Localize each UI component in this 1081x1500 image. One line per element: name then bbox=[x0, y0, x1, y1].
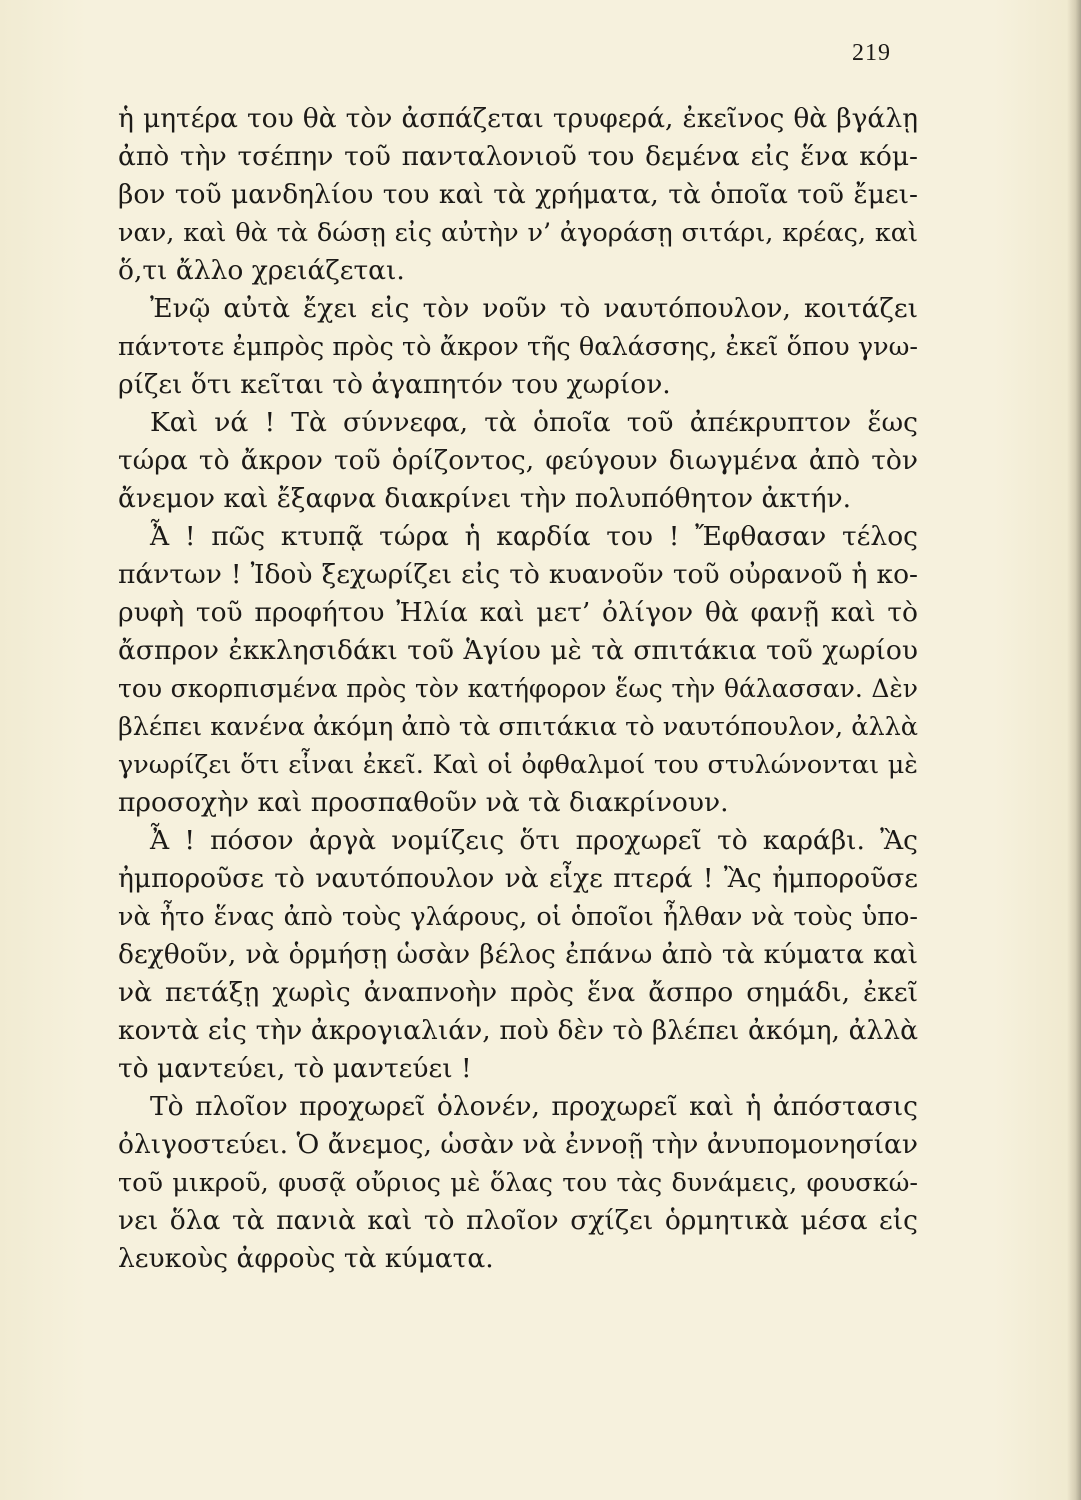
text-line: τώρα τὸ ἄκρον τοῦ ὁρίζοντος, φεύγουν διωγμένα ἀπὸ τὸν bbox=[118, 445, 918, 476]
page-number: 219 bbox=[852, 40, 891, 66]
body-text bbox=[118, 100, 918, 1278]
text-line: Ἆ ! πῶς κτυπᾷ τώρα ἡ καρδία του ! Ἔφθασαν τέλος bbox=[150, 521, 918, 552]
text-line: Ἐνῷ αὐτὰ ἔχει εἰς τὸν νοῦν τὸ ναυτόπουλον, κοιτάζει bbox=[150, 293, 918, 324]
text-line: ὅ,τι ἄλλο χρειάζεται. bbox=[118, 255, 405, 286]
text-line: λευκοὺς ἀφροὺς τὰ κύματα. bbox=[118, 1243, 494, 1274]
text-line: κοντὰ εἰς τὴν ἀκρογιαλιάν, ποὺ δὲν τὸ βλέπει ἀκόμη, ἀλλὰ bbox=[118, 1015, 918, 1046]
text-line: νει ὅλα τὰ πανιὰ καὶ τὸ πλοῖον σχίζει ὁρμητικὰ μέσα εἰς bbox=[118, 1205, 918, 1236]
text-line: ὀλιγοστεύει. Ὁ ἄνεμος, ὡσὰν νὰ ἐννοῇ τὴν ἀνυπομονησίαν bbox=[118, 1129, 918, 1160]
text-line: τὸ μαντεύει, τὸ μαντεύει ! bbox=[118, 1053, 472, 1084]
text-line: πάντων ! Ἰδοὺ ξεχωρίζει εἰς τὸ κυανοῦν τοῦ οὐρανοῦ ἡ κο- bbox=[118, 559, 918, 590]
text-line: ναν, καὶ θὰ τὰ δώσῃ εἰς αὐτὴν ν’ ἀγοράσῃ σιτάρι, κρέας, καὶ bbox=[118, 218, 918, 248]
text-line: ἡ μητέρα του θὰ τὸν ἀσπάζεται τρυφερά, ἐκεῖνος θὰ βγάλῃ bbox=[118, 103, 918, 134]
page-edge-shadow bbox=[1067, 0, 1081, 1500]
text-line: ἄσπρον ἐκκλησιδάκι τοῦ Ἁγίου μὲ τὰ σπιτάκια τοῦ χωρίου bbox=[118, 635, 918, 666]
text-line: ἀπὸ τὴν τσέπην τοῦ πανταλονιοῦ του δεμένα εἰς ἕνα κόμ- bbox=[118, 141, 918, 172]
text-line: ἠμποροῦσε τὸ ναυτόπουλον νὰ εἶχε πτερά ! Ἂς ἠμποροῦσε bbox=[118, 863, 918, 894]
text-line: τοῦ μικροῦ, φυσᾷ οὔριος μὲ ὅλας του τὰς δυνάμεις, φουσκώ- bbox=[118, 1168, 918, 1198]
text-line: νὰ ἦτο ἕνας ἀπὸ τοὺς γλάρους, οἱ ὁποῖοι ἦλθαν νὰ τοὺς ὑπο- bbox=[118, 902, 918, 932]
text-line: ἄνεμον καὶ ἔξαφνα διακρίνει τὴν πολυπόθητον ἀκτήν. bbox=[118, 483, 852, 514]
text-line: Τὸ πλοῖον προχωρεῖ ὁλονέν, προχωρεῖ καὶ ἡ ἀπόστασις bbox=[150, 1091, 918, 1122]
text-line: ρυφὴ τοῦ προφήτου Ἠλία καὶ μετ’ ὀλίγον θὰ φανῇ καὶ τὸ bbox=[118, 597, 918, 628]
text-line: προσοχὴν καὶ προσπαθοῦν νὰ τὰ διακρίνουν. bbox=[118, 787, 729, 818]
text-line: του σκορπισμένα πρὸς τὸν κατήφορον ἕως τὴν θάλασσαν. Δὲν bbox=[118, 674, 918, 703]
text-line: νὰ πετάξῃ χωρὶς ἀναπνοὴν πρὸς ἕνα ἄσπρο σημάδι, ἐκεῖ bbox=[118, 977, 918, 1008]
text-line: βλέπει κανένα ἀκόμη ἀπὸ τὰ σπιτάκια τὸ ναυτόπουλον, ἀλλὰ bbox=[118, 712, 918, 742]
text-line: ρίζει ὅτι κεῖται τὸ ἀγαπητόν του χωρίον. bbox=[118, 369, 671, 400]
text-line: Καὶ νά ! Τὰ σύννεφα, τὰ ὁποῖα τοῦ ἀπέκρυπτον ἕως bbox=[150, 407, 918, 438]
text-line: πάντοτε ἐμπρὸς πρὸς τὸ ἄκρον τῆς θαλάσσης, ἐκεῖ ὅπου γνω- bbox=[118, 332, 918, 362]
text-line: γνωρίζει ὅτι εἶναι ἐκεῖ. Καὶ οἱ ὀφθαλμοί του στυλώνονται μὲ bbox=[118, 750, 918, 780]
text-line: βον τοῦ μανδηλίου του καὶ τὰ χρήματα, τὰ ὁποῖα τοῦ ἔμει- bbox=[118, 179, 918, 210]
text-line: Ἆ ! πόσον ἀργὰ νομίζεις ὅτι προχωρεῖ τὸ καράβι. Ἂς bbox=[150, 825, 918, 856]
text-line: δεχθοῦν, νὰ ὁρμήσῃ ὡσὰν βέλος ἐπάνω ἀπὸ τὰ κύματα καὶ bbox=[118, 939, 918, 970]
